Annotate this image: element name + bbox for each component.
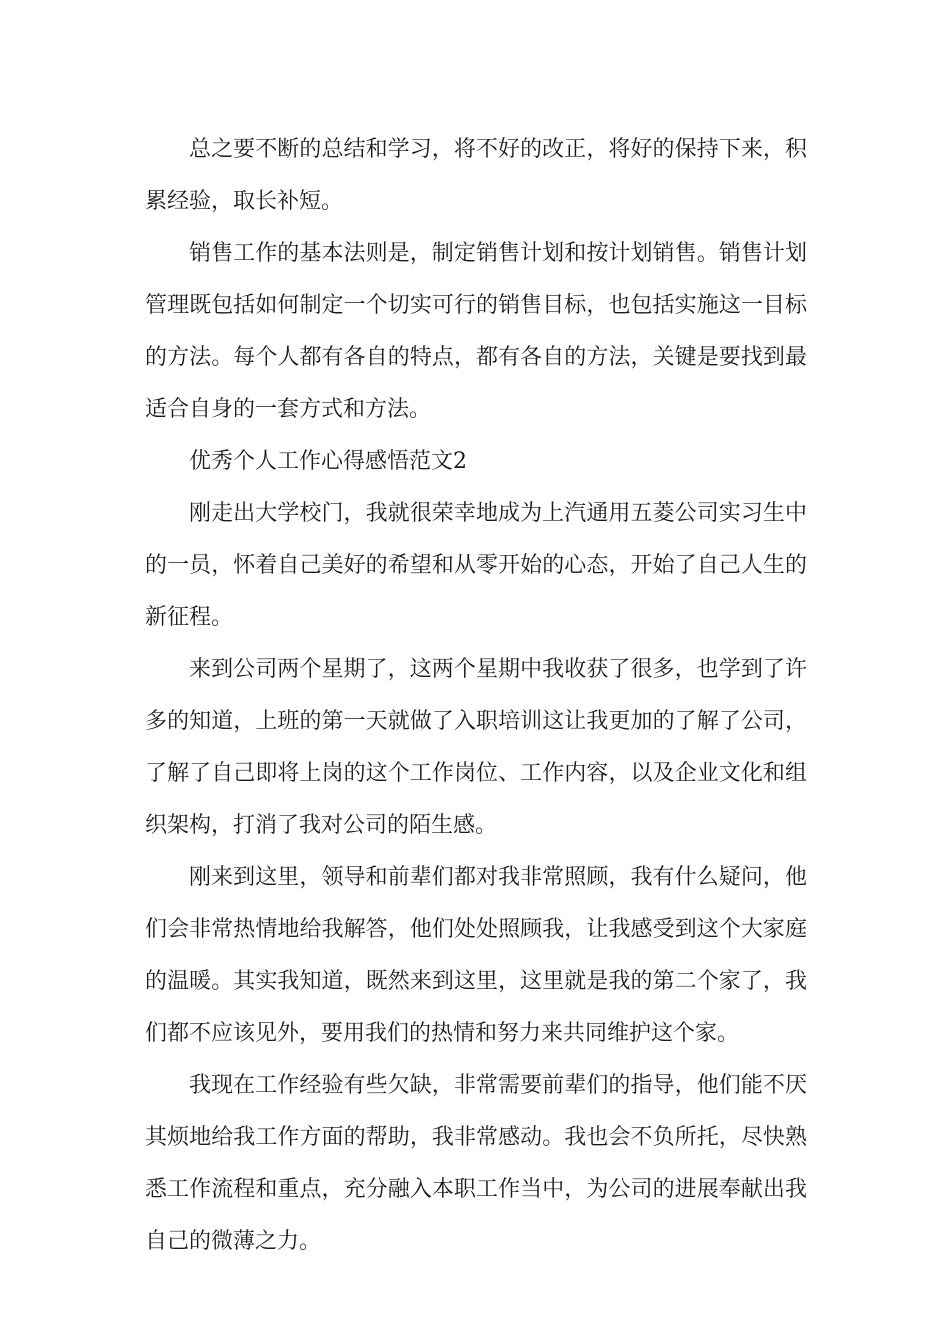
paragraph-intro: 刚走出大学校门，我就很荣幸地成为上汽通用五菱公司实习生中的一员，怀着自己美好的希望和从零开始的心态，开始了自己人生的新征程。 bbox=[145, 501, 807, 630]
paragraph-two-weeks: 来到公司两个星期了，这两个星期中我收获了很多，也学到了许多的知道，上班的第一天就做了入职培训这让我更加的了解了公司，了解了自己即将上岗的这个工作岗位、工作内容，以及企业文化和组织架构，打消了我对公司的陌生感。 bbox=[145, 657, 807, 838]
paragraph-experience: 我现在工作经验有些欠缺，非常需要前辈们的指导，他们能不厌其烦地给我工作方面的帮助，我非常感动。我也会不负所托，尽快熟悉工作流程和重点，充分融入本职工作当中，为公司的进展奉献出我自己的微薄之力。 bbox=[145, 1073, 807, 1254]
section-heading: 优秀个人工作心得感悟范文2 bbox=[189, 449, 467, 474]
paragraph-sales-rules: 销售工作的基本法则是，制定销售计划和按计划销售。销售计划管理既包括如何制定一个切实可行的销售目标，也包括实施这一目标的方法。每个人都有各自的特点，都有各自的方法，关键是要找到最适合自身的一套方式和方法。 bbox=[145, 241, 807, 422]
paragraph-summary: 总之要不断的总结和学习，将不好的改正，将好的保持下来，积累经验，取长补短。 bbox=[145, 137, 807, 214]
paragraph-colleagues: 刚来到这里，领导和前辈们都对我非常照顾，我有什么疑问，他们会非常热情地给我解答，他们处处照顾我，让我感受到这个大家庭的温暖。其实我知道，既然来到这里，这里就是我的第二个家了，我们都不应该见外，要用我们的热情和努力来共同维护这个家。 bbox=[145, 865, 807, 1046]
document-body bbox=[145, 124, 807, 1268]
